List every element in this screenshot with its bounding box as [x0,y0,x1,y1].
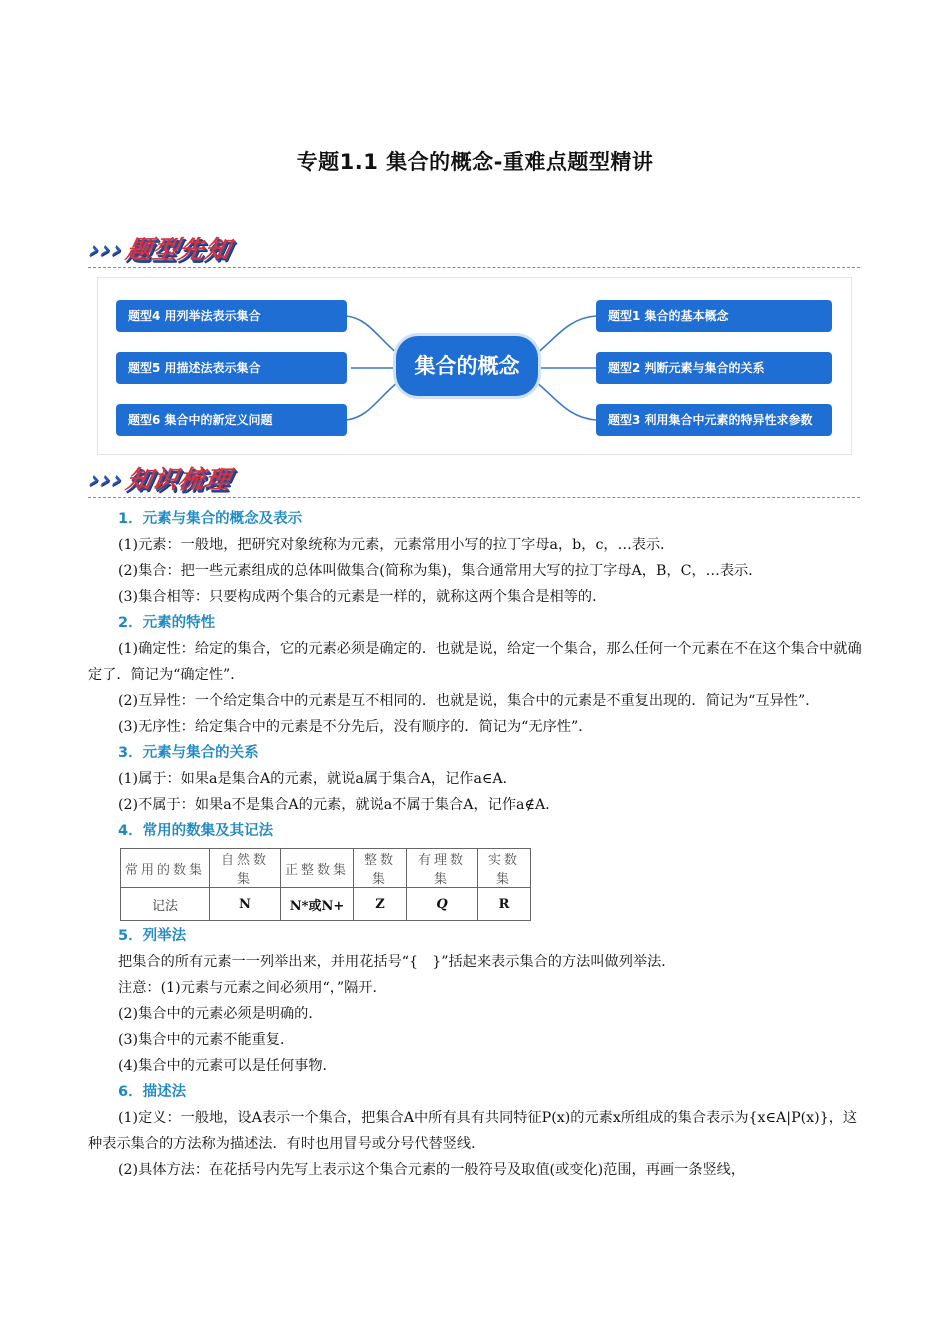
paragraph: (1)元素：一般地，把研究对象统称为元素，元素常用小写的拉丁字母a，b，c，…表示． [118,537,675,553]
table-header: 实数集 [478,849,531,888]
paragraph: (3)集合相等：只要构成两个集合的元素是一样的，就称这两个集合是相等的． [118,589,607,605]
table-cell: N [210,888,281,921]
table-cell: Q [407,888,478,921]
paragraph: (3)无序性：给定集合中的元素是不分先后，没有顺序的．简记为“无序性”． [118,719,593,735]
mindmap-center-node: 集合的概念 [396,336,538,396]
table-header: 有理数集 [407,849,478,888]
table-cell: R [478,888,531,921]
table-header: 整数集 [354,849,407,888]
banner-title: 知识梳理 [123,465,234,494]
paragraph: (2)互异性：一个给定集合中的元素是互不相同的．也就是说，集合中的元素是不重复出现的．简记为“互异性”． [118,693,820,709]
mindmap-node-topic2: 题型2 判断元素与集合的关系 [596,352,832,384]
mind-map [97,277,852,455]
paragraph: (1)定义：一般地，设A表示一个集合，把集合A中所有具有共同特征P(x)的元素x所组成的集合表示为{x∈A|P(x)}，这种表示集合的方法称为描述法．有时也用冒号或分号代替竖线． [88,1110,858,1152]
table-cell: Z [354,888,407,921]
paragraph: (2)集合：把一些元素组成的总体叫做集合(简称为集)，集合通常用大写的拉丁字母A，B，C，…表示． [118,563,763,579]
dashed-divider [88,267,860,268]
paragraph: (3)集合中的元素不能重复． [118,1032,295,1048]
section-heading: 2．元素的特性 [118,615,216,631]
section-heading: 3．元素与集合的关系 [118,745,259,761]
table-cell: N*或N+ [281,888,354,921]
section-heading: 4．常用的数集及其记法 [118,823,274,839]
paragraph: 把集合的所有元素一一列举出来，并用花括号“{ }”括起来表示集合的方法叫做列举法． [118,954,676,970]
table-header-row [121,849,531,888]
mindmap-node-topic4: 题型4 用列举法表示集合 [116,300,347,332]
paragraph: 注意：(1)元素与元素之间必须用“，”隔开． [118,980,387,996]
banner-arrows: ››› [86,235,127,264]
table-header: 常用的数集 [121,849,210,888]
paragraph: (2)集合中的元素必须是明确的． [118,1006,323,1022]
section-heading: 5．列举法 [118,928,187,944]
section-heading: 1．元素与集合的概念及表示 [118,511,303,527]
paragraph: (2)具体方法：在花括号内先写上表示这个集合元素的一般符号及取值(或变化)范围，再画一条竖线， [118,1162,746,1178]
paragraph: (1)确定性：给定的集合，它的元素必须是确定的．也就是说，给定一个集合，那么任何一个元素在不在这个集合中就确定了．简记为“确定性”． [88,641,862,683]
table-header: 自然数集 [210,849,281,888]
section-banner-knowledge [88,458,860,498]
section-heading: 6．描述法 [118,1084,187,1100]
knowledge-content [88,506,864,1183]
dashed-divider [88,497,860,498]
table-header: 正整数集 [281,849,354,888]
mindmap-node-topic1: 题型1 集合的基本概念 [596,300,832,332]
banner-title: 题型先知 [123,235,234,264]
paragraph: (1)属于：如果a是集合A的元素，就说a属于集合A，记作a∈A． [118,771,517,787]
mindmap-node-topic5: 题型5 用描述法表示集合 [116,352,347,384]
paragraph: (2)不属于：如果a不是集合A的元素，就说a不属于集合A，记作a∉A． [118,797,560,813]
table-row [121,888,531,921]
number-sets-table [120,848,531,921]
section-banner-preview [88,228,860,268]
document-title: 专题1.1 集合的概念-重难点题型精讲 [296,150,654,174]
mindmap-node-topic3: 题型3 利用集合中元素的特异性求参数 [596,404,832,436]
banner-arrows: ››› [86,465,127,494]
paragraph: (4)集合中的元素可以是任何事物． [118,1058,337,1074]
mindmap-node-topic6: 题型6 集合中的新定义问题 [116,404,347,436]
table-cell: 记法 [121,888,210,921]
